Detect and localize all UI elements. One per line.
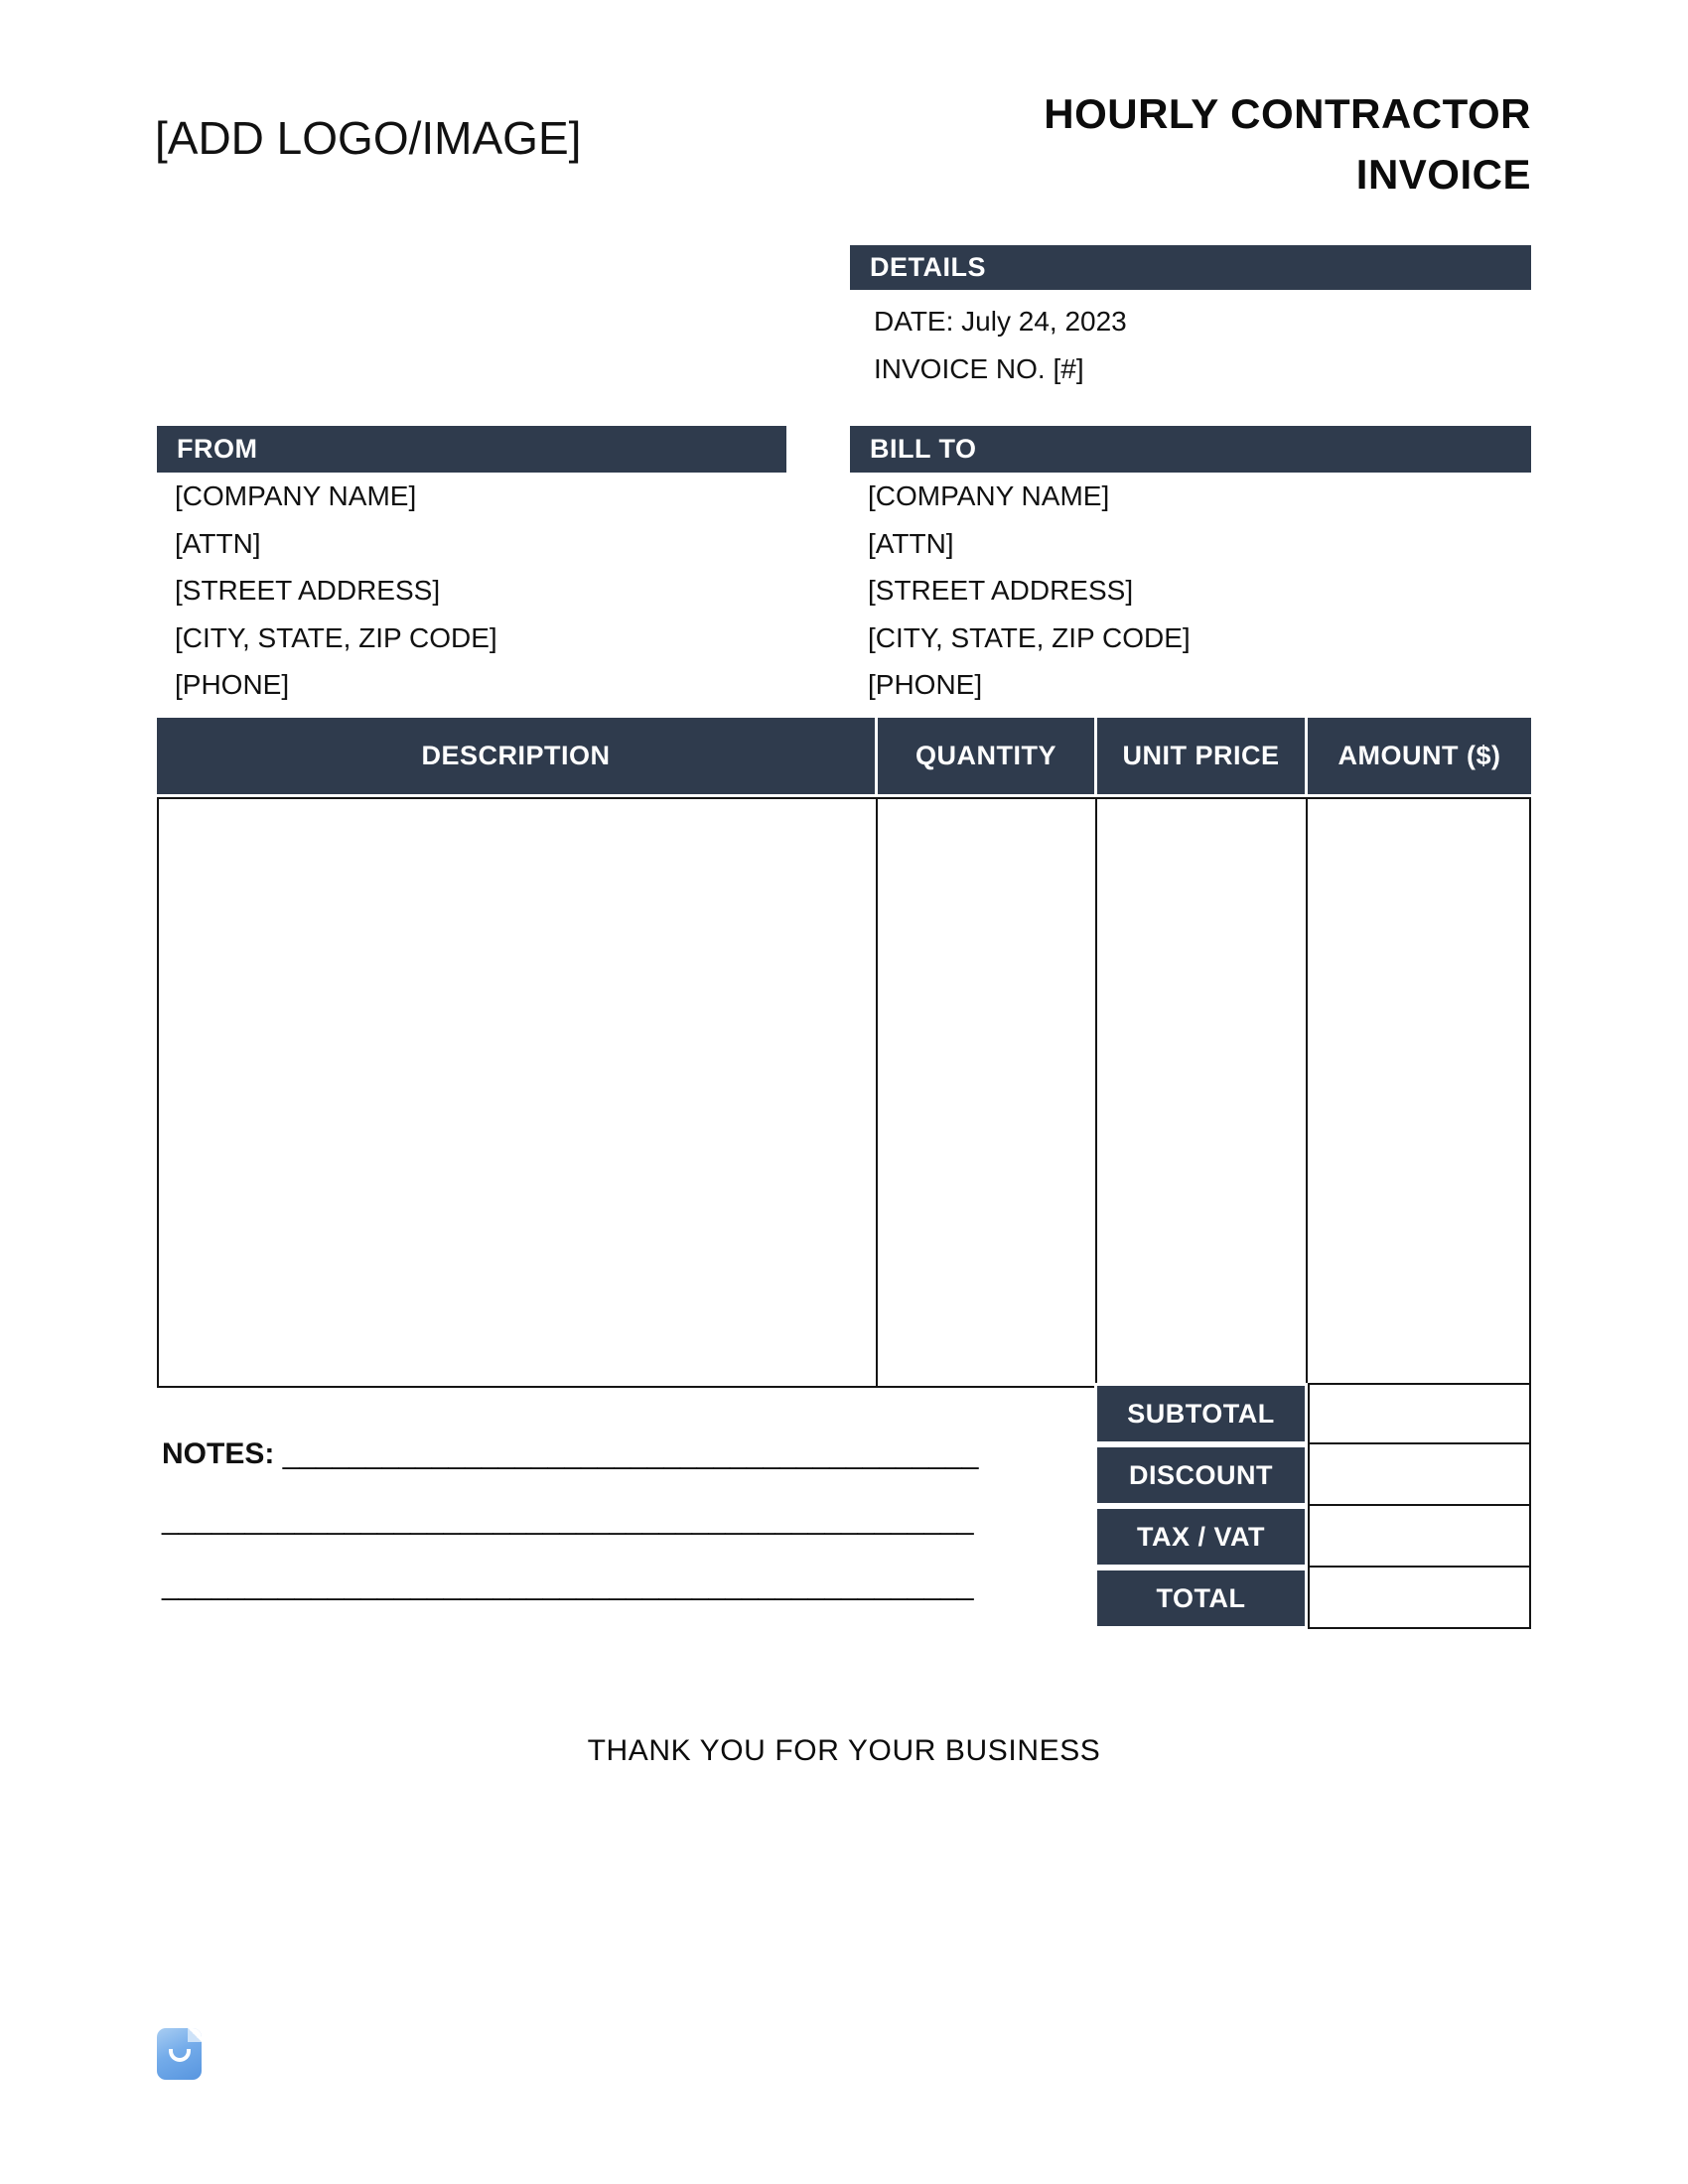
from-attn[interactable]: [ATTN] (175, 527, 261, 559)
page-title-line-2: INVOICE (1355, 151, 1531, 198)
item-quantity-cell[interactable] (878, 799, 1097, 1386)
notes-label: NOTES: (162, 1437, 275, 1470)
details-section (850, 245, 1531, 393)
bill-to-city-state-zip[interactable]: [CITY, STATE, ZIP CODE] (868, 621, 1191, 653)
from-company-name[interactable]: [COMPANY NAME] (175, 480, 417, 511)
invoice-date-row (874, 298, 1531, 345)
totals-section (1094, 1383, 1531, 1629)
discount-label: DISCOUNT (1094, 1444, 1308, 1506)
details-section-header: DETAILS (850, 245, 1531, 290)
from-phone[interactable]: [PHONE] (175, 669, 290, 701)
page-title (1044, 83, 1531, 205)
invoice-number-label: INVOICE NO. (874, 353, 1046, 384)
column-header-quantity: QUANTITY (878, 718, 1097, 794)
item-amount-cell[interactable] (1308, 799, 1529, 1386)
bill-to-company-name[interactable]: [COMPANY NAME] (868, 480, 1110, 511)
smile-icon (169, 2049, 191, 2062)
from-street-address[interactable]: [STREET ADDRESS] (175, 575, 441, 607)
invoice-number-value[interactable]: [#] (1053, 353, 1084, 384)
notes-blank-line-3[interactable]: _________________________________________________ (162, 1569, 974, 1601)
notes-line-1 (162, 1422, 996, 1487)
bill-to-phone[interactable]: [PHONE] (868, 669, 983, 701)
column-header-amount: AMOUNT ($) (1308, 718, 1531, 794)
invoice-date-label: DATE: (874, 306, 954, 337)
invoice-date-value[interactable]: July 24, 2023 (961, 306, 1127, 337)
line-items-header-row (157, 718, 1531, 794)
total-label: TOTAL (1094, 1568, 1308, 1629)
column-header-unit-price: UNIT PRICE (1097, 718, 1308, 794)
total-value-cell[interactable] (1308, 1568, 1531, 1629)
bill-to-street-address[interactable]: [STREET ADDRESS] (868, 575, 1134, 607)
total-row (1094, 1568, 1531, 1629)
line-items-body-row (157, 797, 1531, 1388)
bill-to-attn[interactable]: [ATTN] (868, 527, 954, 559)
notes-blank-line-2[interactable]: _________________________________________________ (162, 1503, 974, 1536)
subtotal-value-cell[interactable] (1308, 1383, 1531, 1444)
tax-vat-label: TAX / VAT (1094, 1506, 1308, 1568)
invoice-maker-app-icon (157, 2028, 202, 2080)
from-section (157, 426, 786, 709)
subtotal-label: SUBTOTAL (1094, 1383, 1308, 1444)
tax-vat-row (1094, 1506, 1531, 1568)
line-items-table (157, 718, 1531, 1388)
item-description-cell[interactable] (159, 799, 878, 1386)
invoice-number-row (874, 345, 1531, 393)
item-unit-price-cell[interactable] (1097, 799, 1308, 1386)
bill-to-section (850, 426, 1531, 709)
tax-vat-value-cell[interactable] (1308, 1506, 1531, 1568)
discount-value-cell[interactable] (1308, 1444, 1531, 1506)
discount-row (1094, 1444, 1531, 1506)
from-section-header: FROM (157, 426, 786, 473)
add-logo-placeholder[interactable]: [ADD LOGO/IMAGE] (155, 112, 582, 164)
subtotal-row (1094, 1383, 1531, 1444)
bill-to-section-header: BILL TO (850, 426, 1531, 473)
notes-section (162, 1422, 996, 1618)
page-title-line-1: HOURLY CONTRACTOR (1044, 90, 1531, 137)
from-city-state-zip[interactable]: [CITY, STATE, ZIP CODE] (175, 621, 497, 653)
column-header-description: DESCRIPTION (157, 718, 878, 794)
notes-blank-line-1[interactable]: __________________________________________ (282, 1437, 979, 1470)
thank-you-message: THANK YOU FOR YOUR BUSINESS (587, 1734, 1101, 1767)
